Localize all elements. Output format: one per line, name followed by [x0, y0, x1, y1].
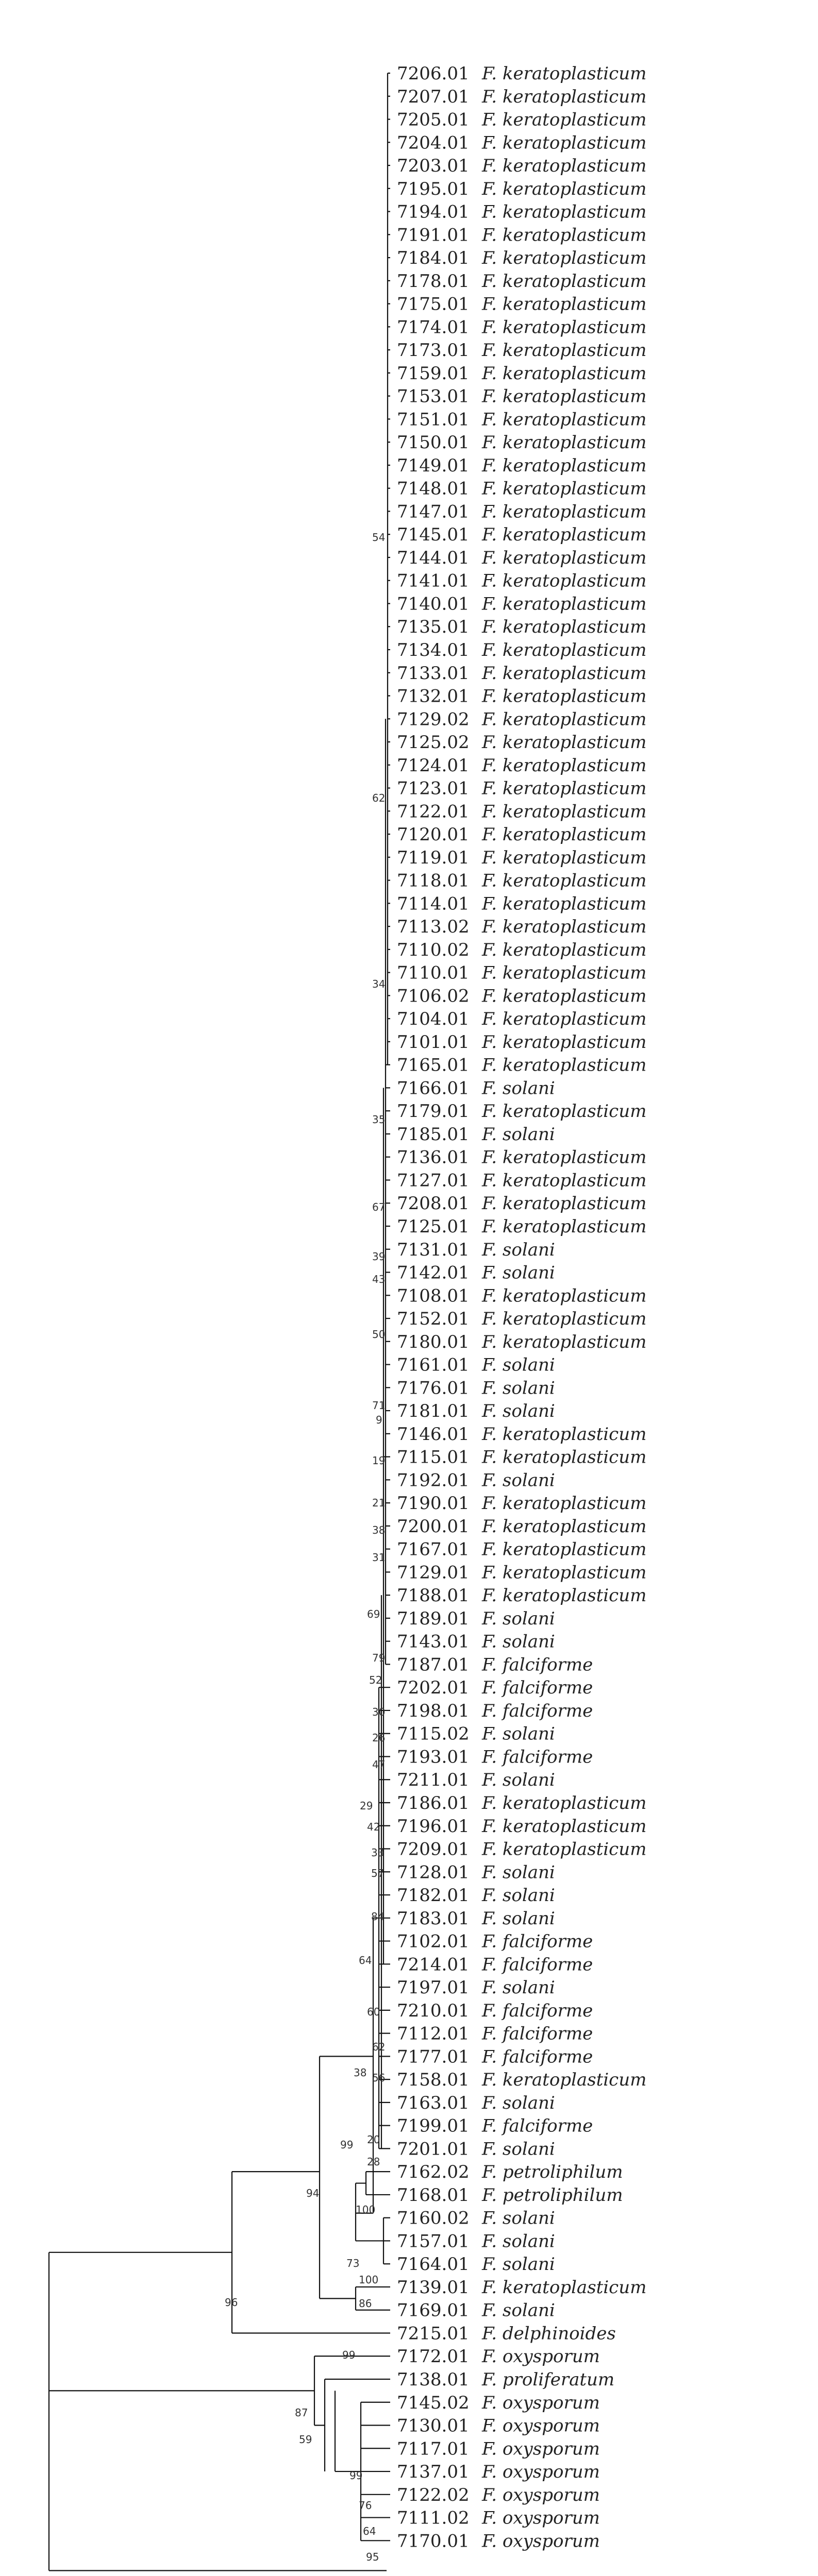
- taxon-id: 7200.01: [397, 1516, 470, 1537]
- taxon-id: 7215.01: [397, 2323, 470, 2344]
- taxon-species: F. falciforme: [482, 2046, 593, 2067]
- taxon-species: F. oxysporum: [482, 2507, 600, 2529]
- taxon-id: 7139.01: [397, 2277, 470, 2298]
- taxon-id: 7174.01: [397, 317, 470, 338]
- taxon-species: F. keratoplasticum: [482, 1147, 647, 1168]
- taxon-species: F. solani: [482, 1378, 555, 1399]
- taxon-species: F. solani: [482, 1262, 555, 1283]
- taxon-species: F. keratoplasticum: [482, 225, 647, 246]
- taxon-species: F. solani: [482, 1723, 555, 1744]
- taxon-species: F. keratoplasticum: [482, 340, 647, 361]
- bootstrap-value: 50: [372, 1328, 386, 1341]
- taxon-id: 7118.01: [397, 870, 470, 891]
- taxon-id: 7124.01: [397, 755, 470, 776]
- bootstrap-value: 87: [295, 2406, 308, 2419]
- taxon-species: F. solani: [482, 1631, 555, 1652]
- taxon-id: 7193.01: [397, 1747, 470, 1768]
- bootstrap-value: 99: [349, 2469, 363, 2482]
- taxon-id: 7130.01: [397, 2415, 470, 2436]
- taxon-species: F. delphinoides: [482, 2323, 616, 2344]
- taxon-species: F. keratoplasticum: [482, 109, 647, 130]
- bootstrap-value: 69: [367, 1608, 380, 1620]
- taxon-species: F. solani: [482, 1908, 555, 1929]
- taxon-species: F. solani: [482, 2300, 555, 2321]
- taxon-id: 7183.01: [397, 1908, 470, 1929]
- taxon-id: 7115.02: [397, 1723, 470, 1744]
- taxon-species: F. keratoplasticum: [482, 478, 647, 499]
- taxon-id: 7159.01: [397, 363, 470, 384]
- bootstrap-value: 52: [369, 1674, 382, 1686]
- taxon-species: F. keratoplasticum: [482, 1055, 647, 1076]
- taxon-species: F. solani: [482, 1470, 555, 1491]
- bootstrap-value: 9: [376, 1414, 382, 1426]
- taxon-species: F. solani: [482, 1862, 555, 1883]
- taxon-species: F. keratoplasticum: [482, 824, 647, 845]
- taxon-species: F. proliferatum: [482, 2369, 615, 2390]
- taxon-species: F. solani: [482, 1078, 555, 1099]
- taxon-id: 7128.01: [397, 1862, 470, 1883]
- taxon-id: 7162.02: [397, 2162, 470, 2183]
- taxon-species: F. solani: [482, 1977, 555, 1998]
- taxon-id: 7111.02: [397, 2507, 470, 2529]
- bootstrap-value: 73: [346, 2257, 360, 2269]
- taxon-id: 7125.02: [397, 732, 470, 753]
- taxon-species: F. keratoplasticum: [482, 156, 647, 177]
- taxon-id: 7196.01: [397, 1816, 470, 1837]
- taxon-species: F. falciforme: [482, 1654, 593, 1675]
- taxon-id: 7185.01: [397, 1124, 470, 1145]
- taxon-species: F. keratoplasticum: [482, 801, 647, 822]
- taxon-id: 7166.01: [397, 1078, 470, 1099]
- taxon-id: 7145.02: [397, 2392, 470, 2413]
- taxon-species: F. solani: [482, 1608, 555, 1629]
- taxon-id: 7110.01: [397, 962, 470, 984]
- bootstrap-value: 99: [340, 2139, 354, 2151]
- taxon-species: F. keratoplasticum: [482, 1816, 647, 1837]
- taxon-species: F. keratoplasticum: [482, 1839, 647, 1860]
- bootstrap-value: 43: [372, 1273, 386, 1285]
- taxon-id: 7102.01: [397, 1931, 470, 1952]
- taxon-id: 7144.01: [397, 547, 470, 568]
- taxon-species: F. keratoplasticum: [482, 663, 647, 684]
- taxon-id: 7192.01: [397, 1470, 470, 1491]
- taxon-id: 7143.01: [397, 1631, 470, 1652]
- taxon-species: F. keratoplasticum: [482, 2070, 647, 2091]
- bootstrap-value: 100: [359, 2274, 379, 2286]
- bootstrap-values: [225, 531, 385, 2576]
- taxon-species: F. falciforme: [482, 2023, 593, 2044]
- taxon-species: F. keratoplasticum: [482, 893, 647, 914]
- taxon-species: F. falciforme: [482, 1931, 593, 1952]
- bootstrap-value: 21: [372, 1497, 386, 1509]
- taxon-id: 7209.01: [397, 1839, 470, 1860]
- taxon-labels: [397, 63, 646, 2551]
- taxon-id: 7157.01: [397, 2231, 470, 2252]
- taxon-species: F. solani: [482, 2208, 555, 2229]
- bootstrap-value: 34: [372, 978, 386, 990]
- taxon-id: 7176.01: [397, 1378, 470, 1399]
- taxon-id: 7203.01: [397, 156, 470, 177]
- taxon-id: 7191.01: [397, 225, 470, 246]
- taxon-species: F. falciforme: [482, 2115, 593, 2137]
- bootstrap-value: 62: [372, 2041, 386, 2053]
- taxon-id: 7152.01: [397, 1309, 470, 1330]
- taxon-id: 7141.01: [397, 570, 470, 591]
- taxon-id: 7129.02: [397, 709, 470, 730]
- bootstrap-value: 84: [371, 1910, 385, 1923]
- taxon-species: F. solani: [482, 2254, 555, 2275]
- taxon-species: F. keratoplasticum: [482, 986, 647, 1007]
- taxon-id: 7195.01: [397, 178, 470, 199]
- bootstrap-value: 57: [371, 1867, 385, 1879]
- bootstrap-value: 86: [359, 2297, 372, 2310]
- taxon-species: F. solani: [482, 1354, 555, 1376]
- bootstrap-value: 42: [367, 1821, 380, 1833]
- taxon-species: F. oxysporum: [482, 2438, 600, 2460]
- taxon-id: 7199.01: [397, 2115, 470, 2137]
- bootstrap-value: 30: [372, 1706, 386, 1718]
- taxon-species: F. keratoplasticum: [482, 86, 647, 107]
- taxon-id: 7158.01: [397, 2070, 470, 2091]
- taxon-id: 7135.01: [397, 617, 470, 638]
- bootstrap-value: 33: [371, 1846, 385, 1859]
- taxon-species: F. keratoplasticum: [482, 1493, 647, 1514]
- taxon-id: 7131.01: [397, 1239, 470, 1260]
- taxon-species: F. oxysporum: [482, 2531, 600, 2552]
- taxon-species: F. falciforme: [482, 2000, 593, 2021]
- taxon-id: 7115.01: [397, 1447, 470, 1468]
- taxon-species: F. keratoplasticum: [482, 1793, 647, 1814]
- taxon-species: F. keratoplasticum: [482, 709, 647, 730]
- taxon-id: 7132.01: [397, 686, 470, 707]
- bootstrap-value: 20: [367, 2133, 380, 2146]
- bootstrap-value: 59: [299, 2433, 312, 2446]
- bootstrap-value: 96: [225, 2296, 238, 2309]
- taxon-species: F. keratoplasticum: [482, 686, 647, 707]
- taxon-id: 7104.01: [397, 1009, 470, 1030]
- taxon-species: F. solani: [482, 1401, 555, 1422]
- taxon-species: F. keratoplasticum: [482, 1216, 647, 1237]
- taxon-species: F. solani: [482, 2231, 555, 2252]
- bootstrap-value: 76: [359, 2499, 372, 2512]
- taxon-id: 7165.01: [397, 1055, 470, 1076]
- taxon-species: F. keratoplasticum: [482, 1539, 647, 1560]
- taxon-species: F. petroliphilum: [482, 2184, 623, 2206]
- bootstrap-value: 62: [372, 792, 386, 804]
- taxon-species: F. keratoplasticum: [482, 501, 647, 522]
- taxon-id: 7122.01: [397, 801, 470, 822]
- taxon-id: 7123.01: [397, 778, 470, 799]
- bootstrap-value: 31: [372, 1551, 386, 1564]
- taxon-id: 7160.02: [397, 2208, 470, 2229]
- taxon-species: F. keratoplasticum: [482, 2277, 647, 2298]
- bootstrap-value: 54: [372, 531, 386, 544]
- taxon-id: 7153.01: [397, 386, 470, 407]
- taxon-id: 7170.01: [397, 2531, 470, 2552]
- taxon-species: F. keratoplasticum: [482, 1447, 647, 1468]
- taxon-species: F. keratoplasticum: [482, 1562, 647, 1583]
- taxon-species: F. falciforme: [482, 1747, 593, 1768]
- taxon-species: F. keratoplasticum: [482, 939, 647, 960]
- taxon-species: F. falciforme: [482, 1954, 593, 1975]
- taxon-id: 7180.01: [397, 1331, 470, 1352]
- taxon-species: F. keratoplasticum: [482, 1331, 647, 1352]
- bootstrap-value: 28: [367, 2156, 380, 2168]
- bootstrap-value: 94: [306, 2187, 320, 2199]
- taxon-id: 7145.01: [397, 524, 470, 546]
- taxon-species: F. oxysporum: [482, 2462, 600, 2483]
- bootstrap-value: 26: [372, 1732, 386, 1744]
- taxon-id: 7117.01: [397, 2438, 470, 2460]
- taxon-id: 7188.01: [397, 1585, 470, 1606]
- taxon-id: 7120.01: [397, 824, 470, 845]
- taxon-id: 7146.01: [397, 1423, 470, 1445]
- taxon-id: 7101.01: [397, 1031, 470, 1053]
- bootstrap-value: 60: [367, 2006, 380, 2018]
- taxon-species: F. keratoplasticum: [482, 1516, 647, 1537]
- taxon-id: 7207.01: [397, 86, 470, 107]
- bootstrap-value: 99: [342, 2349, 356, 2361]
- taxon-species: F. solani: [482, 1124, 555, 1145]
- taxon-species: F. oxysporum: [482, 2484, 600, 2505]
- taxon-species: F. keratoplasticum: [482, 317, 647, 338]
- taxon-id: 7127.01: [397, 1170, 470, 1191]
- taxon-id: 7168.01: [397, 2184, 470, 2206]
- taxon-id: 7136.01: [397, 1147, 470, 1168]
- taxon-id: 7137.01: [397, 2462, 470, 2483]
- taxon-id: 7206.01: [397, 63, 470, 84]
- taxon-id: 7175.01: [397, 294, 470, 315]
- taxon-id: 7147.01: [397, 501, 470, 522]
- taxon-id: 7194.01: [397, 201, 470, 223]
- taxon-id: 7151.01: [397, 409, 470, 430]
- bootstrap-value: 29: [360, 1800, 373, 1812]
- taxon-species: F. falciforme: [482, 1677, 593, 1699]
- taxon-id: 7202.01: [397, 1677, 470, 1699]
- taxon-id: 7205.01: [397, 109, 470, 130]
- taxon-species: F. keratoplasticum: [482, 270, 647, 292]
- taxon-species: F. keratoplasticum: [482, 248, 647, 269]
- taxon-id: 7210.01: [397, 2000, 470, 2021]
- taxon-species: F. keratoplasticum: [482, 201, 647, 223]
- taxon-id: 7204.01: [397, 132, 470, 154]
- taxon-species: F. keratoplasticum: [482, 1193, 647, 1214]
- bootstrap-value: 19: [372, 1454, 386, 1467]
- taxon-id: 7201.01: [397, 2139, 470, 2160]
- taxon-species: F. solani: [482, 2092, 555, 2113]
- taxon-species: F. keratoplasticum: [482, 455, 647, 476]
- taxon-species: F. keratoplasticum: [482, 63, 647, 84]
- taxon-id: 7129.01: [397, 1562, 470, 1583]
- taxon-id: 7133.01: [397, 663, 470, 684]
- taxon-species: F. keratoplasticum: [482, 547, 647, 568]
- taxon-species: F. oxysporum: [482, 2415, 600, 2436]
- taxon-id: 7110.02: [397, 939, 470, 960]
- taxon-species: F. falciforme: [482, 1700, 593, 1721]
- taxon-id: 7179.01: [397, 1101, 470, 1122]
- taxon-id: 7106.02: [397, 986, 470, 1007]
- bootstrap-value: 56: [372, 2072, 386, 2084]
- taxon-id: 7108.01: [397, 1285, 470, 1307]
- taxon-species: F. petroliphilum: [482, 2162, 623, 2183]
- taxon-species: F. solani: [482, 1239, 555, 1260]
- taxon-species: F. keratoplasticum: [482, 432, 647, 453]
- taxon-id: 7186.01: [397, 1793, 470, 1814]
- taxon-species: F. keratoplasticum: [482, 594, 647, 615]
- taxon-id: 7161.01: [397, 1354, 470, 1376]
- taxon-species: F. solani: [482, 1885, 555, 1906]
- taxon-id: 7140.01: [397, 594, 470, 615]
- taxon-id: 7198.01: [397, 1700, 470, 1721]
- bootstrap-value: 38: [372, 1524, 386, 1536]
- taxon-species: F. keratoplasticum: [482, 847, 647, 868]
- taxon-id: 7164.01: [397, 2254, 470, 2275]
- taxon-id: 7134.01: [397, 640, 470, 660]
- taxon-id: 7190.01: [397, 1493, 470, 1514]
- taxon-id: 7189.01: [397, 1608, 470, 1629]
- taxon-species: F. keratoplasticum: [482, 1309, 647, 1330]
- taxon-id: 7148.01: [397, 478, 470, 499]
- bootstrap-value: 79: [372, 1652, 386, 1664]
- taxon-species: F. keratoplasticum: [482, 1423, 647, 1445]
- taxon-species: F. oxysporum: [482, 2392, 600, 2413]
- bootstrap-value: 95: [366, 2551, 379, 2563]
- taxon-species: F. keratoplasticum: [482, 570, 647, 591]
- taxon-species: F. keratoplasticum: [482, 755, 647, 776]
- bootstrap-value: 38: [354, 2066, 367, 2079]
- taxon-id: 7178.01: [397, 270, 470, 292]
- bootstrap-value: 100: [356, 2204, 376, 2216]
- bootstrap-value: 47: [372, 1758, 386, 1771]
- taxon-id: 7214.01: [397, 1954, 470, 1975]
- taxon-id: 7169.01: [397, 2300, 470, 2321]
- taxon-id: 7177.01: [397, 2046, 470, 2067]
- tree-branches: [49, 73, 390, 2571]
- taxon-species: F. keratoplasticum: [482, 1285, 647, 1307]
- taxon-species: F. keratoplasticum: [482, 1009, 647, 1030]
- taxon-species: F. keratoplasticum: [482, 1031, 647, 1053]
- bootstrap-value: 64: [359, 1954, 372, 1967]
- bootstrap-value: 67: [372, 1201, 386, 1213]
- taxon-species: F. keratoplasticum: [482, 294, 647, 315]
- taxon-species: F. keratoplasticum: [482, 1170, 647, 1191]
- taxon-species: F. keratoplasticum: [482, 732, 647, 753]
- taxon-species: F. keratoplasticum: [482, 386, 647, 407]
- taxon-id: 7173.01: [397, 340, 470, 361]
- taxon-id: 7187.01: [397, 1654, 470, 1675]
- taxon-species: F. solani: [482, 1770, 555, 1791]
- taxon-species: F. keratoplasticum: [482, 132, 647, 154]
- taxon-id: 7150.01: [397, 432, 470, 453]
- taxon-id: 7208.01: [397, 1193, 470, 1214]
- taxon-species: F. solani: [482, 2139, 555, 2160]
- taxon-id: 7184.01: [397, 248, 470, 269]
- taxon-species: F. keratoplasticum: [482, 640, 647, 660]
- taxon-id: 7182.01: [397, 1885, 470, 1906]
- taxon-species: F. keratoplasticum: [482, 178, 647, 199]
- taxon-id: 7119.01: [397, 847, 470, 868]
- taxon-species: F. keratoplasticum: [482, 1585, 647, 1606]
- taxon-id: 7163.01: [397, 2092, 470, 2113]
- taxon-id: 7138.01: [397, 2369, 470, 2390]
- taxon-species: F. keratoplasticum: [482, 524, 647, 546]
- taxon-species: F. keratoplasticum: [482, 962, 647, 984]
- taxon-id: 7211.01: [397, 1770, 470, 1791]
- bootstrap-value: 64: [363, 2525, 376, 2537]
- bootstrap-value: 39: [372, 1250, 386, 1263]
- taxon-species: F. oxysporum: [482, 2346, 600, 2367]
- taxon-species: F. keratoplasticum: [482, 1101, 647, 1122]
- bootstrap-value: 35: [372, 1113, 386, 1126]
- bootstrap-value: 71: [372, 1399, 386, 1412]
- taxon-id: 7113.02: [397, 917, 470, 938]
- taxon-species: F. keratoplasticum: [482, 409, 647, 430]
- taxon-species: F. keratoplasticum: [482, 870, 647, 891]
- taxon-id: 7181.01: [397, 1401, 470, 1422]
- taxon-id: 7172.01: [397, 2346, 470, 2367]
- taxon-species: F. keratoplasticum: [482, 917, 647, 938]
- taxon-id: 7142.01: [397, 1262, 470, 1283]
- taxon-id: 7125.01: [397, 1216, 470, 1237]
- taxon-species: F. keratoplasticum: [482, 363, 647, 384]
- taxon-id: 7114.01: [397, 893, 470, 914]
- taxon-id: 7167.01: [397, 1539, 470, 1560]
- taxon-species: F. keratoplasticum: [482, 617, 647, 638]
- taxon-id: 7122.02: [397, 2484, 470, 2505]
- taxon-id: 7112.01: [397, 2023, 470, 2044]
- taxon-species: F. keratoplasticum: [482, 778, 647, 799]
- taxon-id: 7149.01: [397, 455, 470, 476]
- taxon-id: 7197.01: [397, 1977, 470, 1998]
